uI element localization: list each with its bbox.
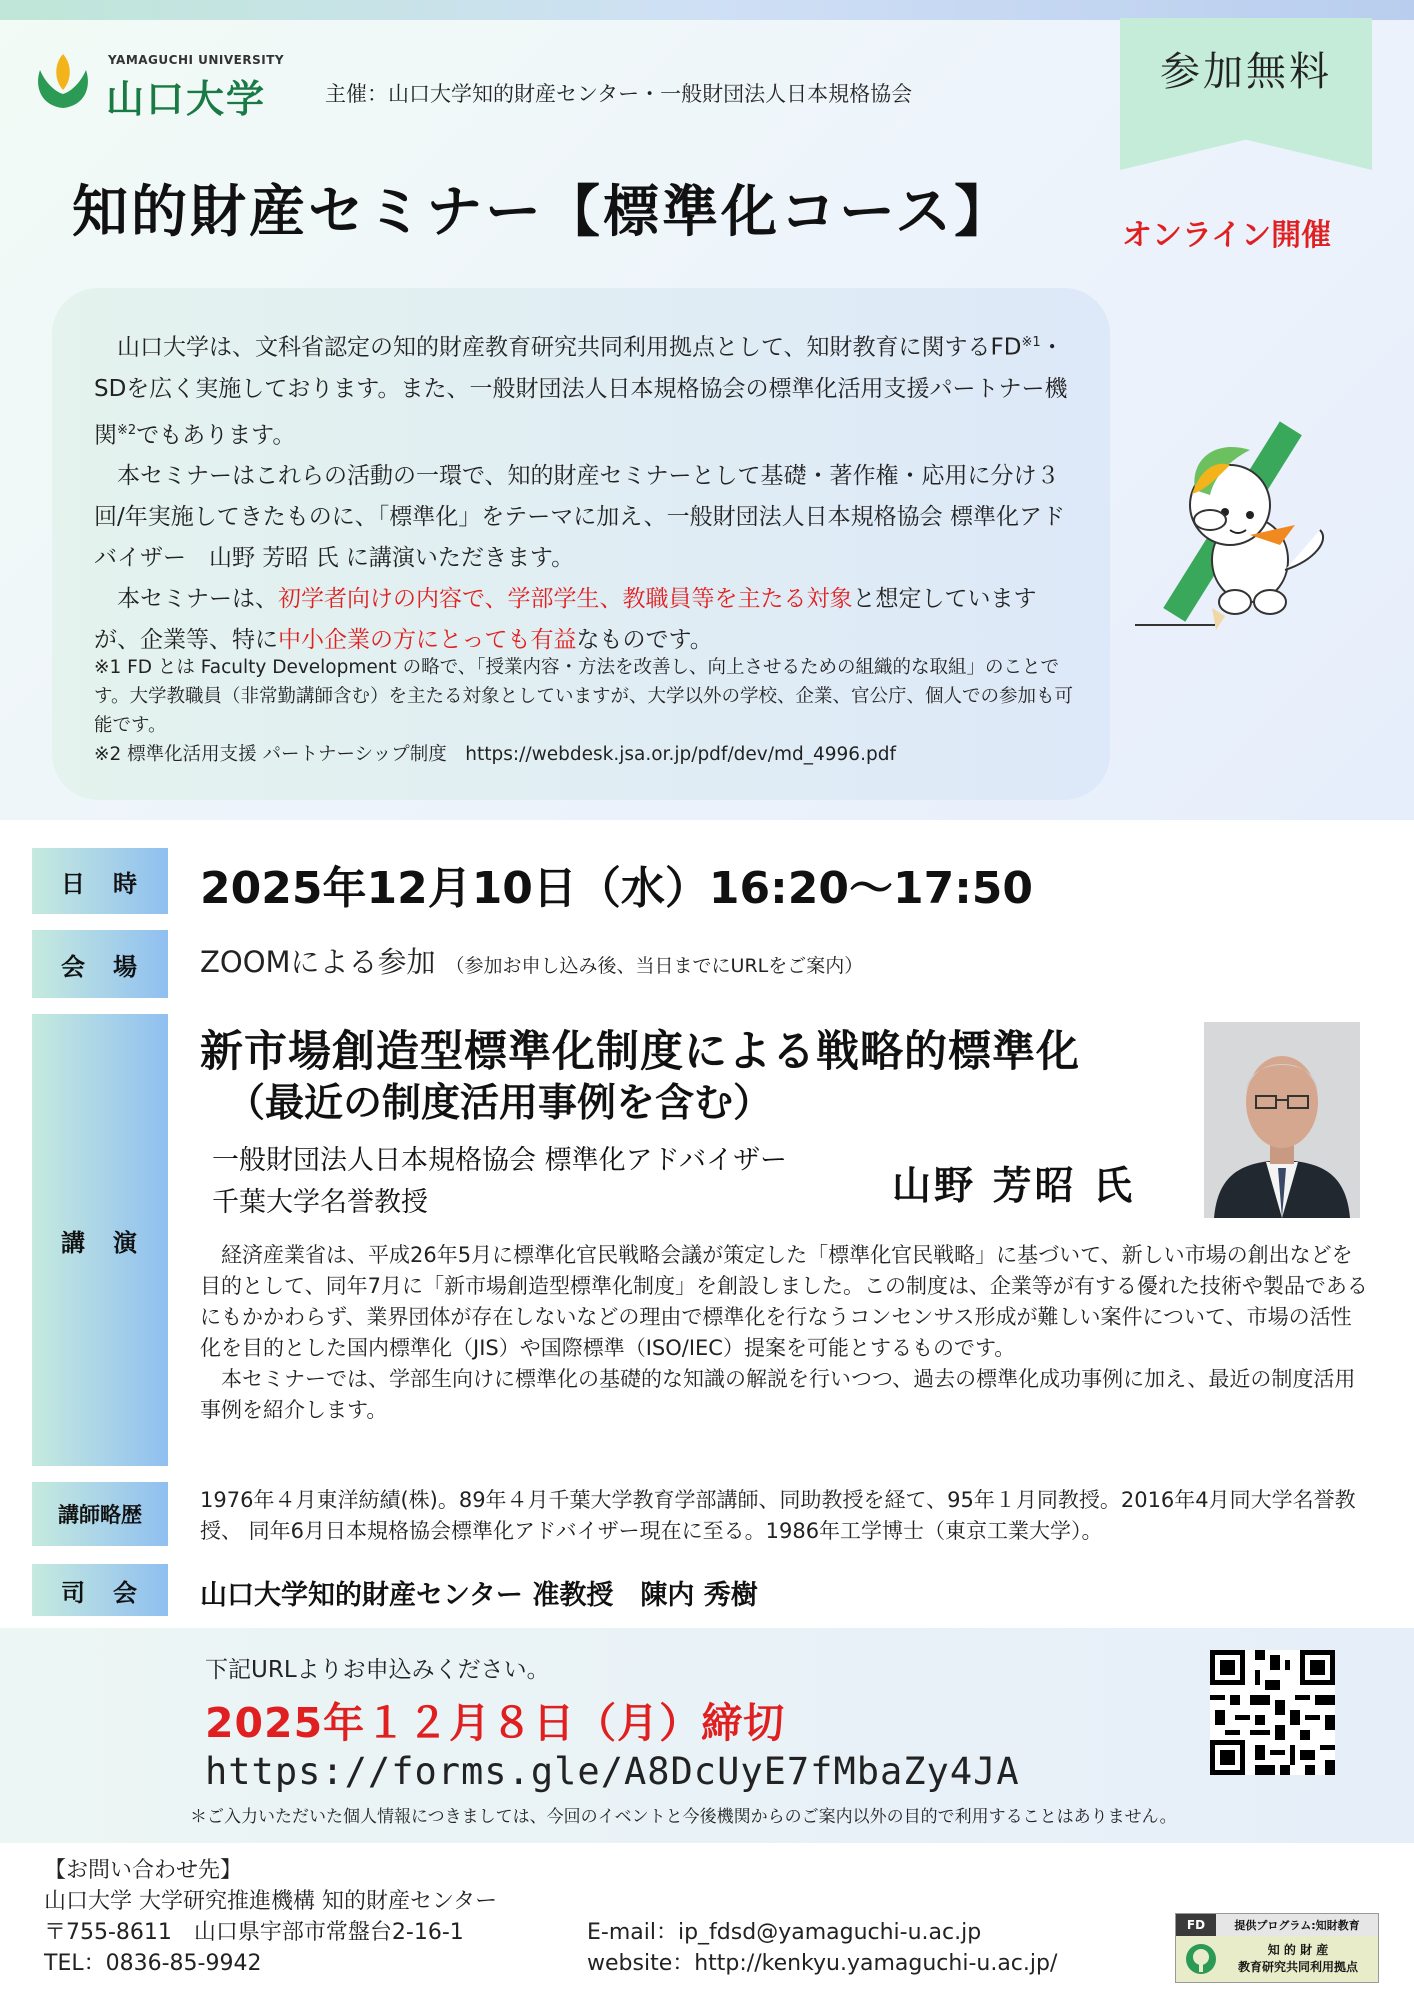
contact-tel: TEL：0836-85-9942	[44, 1951, 262, 1976]
top-color-strip	[0, 0, 1414, 20]
fd-program-badge	[1175, 1913, 1379, 1983]
label-career: 講師略歴	[32, 1482, 168, 1546]
footnote-2: ※2 標準化活用支援 パートナーシップ制度 https://webdesk.jsa.or.jp/pdf/dev/md_4996.pdf	[94, 744, 896, 765]
lecture-description	[200, 1240, 1370, 1426]
apply-prompt: 下記URLよりお申込みください。	[205, 1657, 550, 1683]
label-datetime: 日 時	[32, 848, 168, 914]
contact-website-link[interactable]: website：http://kenkyu.yamaguchi-u.ac.jp/	[587, 1951, 1058, 1976]
free-admission-label: 参加無料	[1160, 49, 1332, 95]
qr-code-icon[interactable]	[1210, 1650, 1335, 1775]
contact-info	[44, 1855, 497, 1979]
contact-email-link[interactable]: E-mail：ip_fdsd@yamaguchi-u.ac.jp	[587, 1920, 982, 1945]
footnote-1: ※1 FD とは Faculty Development の略で、「授業内容・方法を改善し、向上させるための組織的な取組」のことです。大学教職員（非常勤講師含む）を主たる対象としていますが、大学以外の学校、企業、官公庁、個人での参加も可能です。	[94, 657, 1074, 736]
online-label: オンライン開催	[1122, 218, 1332, 253]
event-venue: ZOOMによる参加 （参加お申し込み後、当日までにURLをご案内）	[200, 945, 864, 979]
contact-online	[587, 1917, 1057, 1979]
intro-footnotes	[94, 653, 1084, 769]
lecture-description-paragraph-1: 経済産業省は、平成26年5月に標準化官民戦略会議が策定した「標準化官民戦略」に基づいて、新しい市場の創出などを目的として、同年7月に「新市場創造型標準化制度」を創設しました。この制度は、企業等が有する優れた技術や製品であるにもかかわらず、業界団体が存在しないなどの理由で標準化を行なうコンセンサス形成が難しい案件について、市場の活性化を目的とした国内標準化（JIS）や国際標準（ISO/IEC）提案を可能とするものです。	[200, 1243, 1368, 1360]
lecture-subtitle: （最近の制度活用事例を含む）	[226, 1081, 773, 1126]
fd-badge-text	[1218, 1942, 1378, 1976]
fd-badge-line-2: 教育研究共同利用拠点	[1237, 1960, 1358, 1974]
label-venue: 会 場	[32, 930, 168, 998]
logo-english-text: YAMAGUCHI UNIVERSITY	[108, 53, 285, 67]
ip-education-logo-icon	[1184, 1942, 1218, 1976]
intro-paragraph-3: 本セミナーは、初学者向けの内容で、学部学生、教職員等を主たる対象と想定していますが、企業等、特に中小企業の方にとっても有益なものです。	[94, 586, 1037, 654]
fd-badge-line-1: 知 的 財 産	[1267, 1943, 1329, 1957]
speaker-affiliation-1: 一般財団法人日本規格協会 標準化アドバイザー	[212, 1145, 788, 1176]
apply-deadline: 2025年１２月８日（月）締切	[205, 1699, 786, 1747]
speaker-photo	[1204, 1022, 1360, 1218]
speaker-affiliation-2: 千葉大学名誉教授	[212, 1187, 428, 1218]
event-datetime: 2025年12月10日（水）16:20〜17:50	[200, 863, 1034, 914]
host-name: 山口大学知的財産センター 准教授 陳内 秀樹	[200, 1580, 758, 1611]
label-host: 司 会	[32, 1564, 168, 1616]
speaker-name: 山野 芳昭 氏	[892, 1164, 1136, 1209]
organizer-text: 主催：山口大学知的財産センター・一般財団法人日本規格協会	[325, 82, 913, 106]
venue-note: （参加お申し込み後、当日までにURLをご案内）	[445, 955, 864, 977]
intro-text	[94, 322, 1074, 661]
yamaguchi-university-logo-icon	[32, 50, 94, 112]
intro-paragraph-2: 本セミナーはこれらの活動の一環で、知的財産セミナーとして基礎・著作権・応用に分け３回/年実施してきたものに、「標準化」をテーマに加え、一般財団法人日本規格協会 標準化アドバイザー 山野 芳昭 氏 に講演いただきます。	[94, 463, 1065, 572]
lecture-title: 新市場創造型標準化制度による戦略的標準化	[200, 1027, 1080, 1077]
lecture-description-paragraph-2: 本セミナーでは、学部生向けに標準化の基礎的な知識の解説を行いつつ、過去の標準化成功事例に加え、最近の制度活用事例を紹介します。	[200, 1367, 1356, 1422]
apply-url-link[interactable]: https://forms.gle/A8DcUyE7fMbaZy4JA	[205, 1750, 1020, 1793]
intro-paragraph-1: 山口大学は、文科省認定の知的財産教育研究共同利用拠点として、知財教育に関するFD$^{※1}$・SDを広く実施しております。また、一般財団法人日本規格協会の標準化活用支援パートナー機関$^{※2}$でもあります。	[94, 334, 1068, 449]
contact-address: 〒755-8611 山口県宇部市常盤台2-16-1	[44, 1920, 464, 1945]
fd-badge-program: 提供プログラム:知財教育	[1216, 1914, 1378, 1936]
logo-japanese-text: 山口大学	[106, 77, 267, 121]
page-title: 知的財産セミナー【標準化コース】	[72, 180, 1014, 245]
contact-organization: 山口大学 大学研究推進機構 知的財産センター	[44, 1889, 498, 1914]
privacy-note: ＊ご入力いただいた個人情報につきましては、今回のイベントと今後機関からのご案内以外の目的で利用することはありません。	[190, 1807, 1177, 1827]
label-lecture: 講 演	[32, 1014, 168, 1466]
mascot-with-pencil-illustration	[1130, 420, 1340, 640]
fd-badge-label: FD	[1176, 1914, 1216, 1936]
speaker-career: 1976年４月東洋紡績(株)。89年４月千葉大学教育学部講師、同助教授を経て、95年１月同教授。2016年4月同大学名誉教授、 同年6月日本規格協会標準化アドバイザー現在に至る。1986年工学博士（東京工業大学）。	[200, 1488, 1356, 1543]
contact-heading: 【お問い合わせ先】	[44, 1858, 243, 1883]
